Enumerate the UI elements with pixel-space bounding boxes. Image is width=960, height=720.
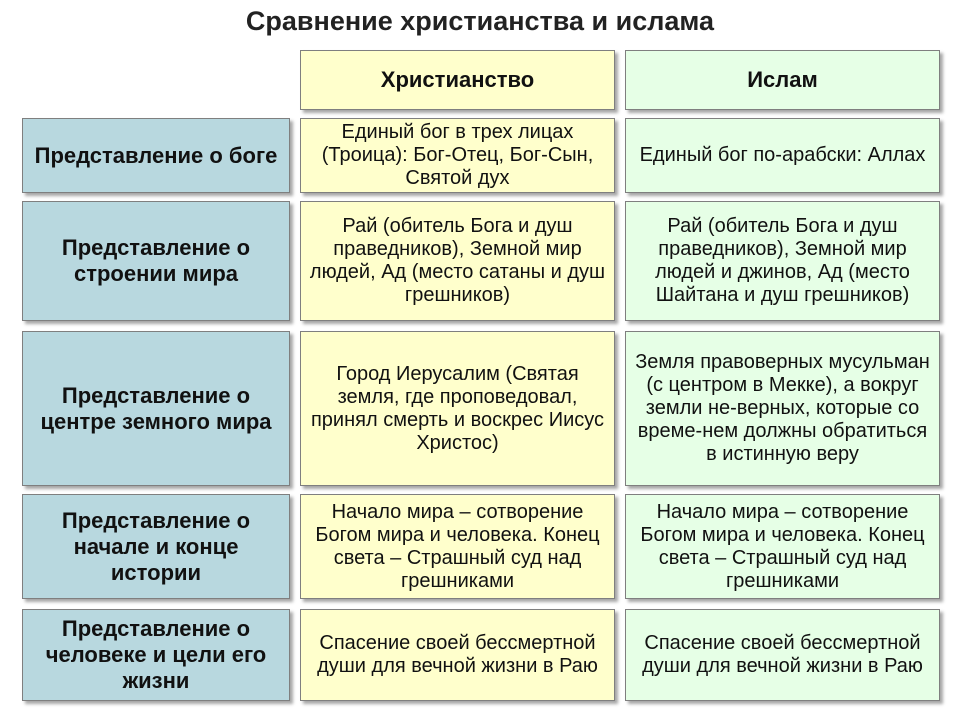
islam-cell-god: [625, 118, 940, 193]
islam-cell-world-center-text: Земля правоверных мусульман (с центром в Мекке), а вокруг земли не-верных, которые со време-нем должны обратиться в истинную веру: [635, 351, 930, 465]
christianity-cell-god-text: Единый бог в трех лицах (Троица): Бог-Отец, Бог-Сын, Святой дух: [321, 121, 594, 189]
islam-cell-history-text: Начало мира – сотворение Богом мира и человека. Конец света – Страшный суд над грешниками: [640, 500, 925, 592]
column-header-christianity-text: Христианство: [380, 67, 535, 92]
christianity-cell-world-center-text: Город Иерусалим (Святая земля, где проповедовал, принял смерть и воскрес Иисус Христос): [310, 362, 605, 454]
page-title: Сравнение христианства и ислама: [245, 6, 715, 36]
christianity-cell-history-text: Начало мира – сотворение Богом мира и человека. Конец света – Страшный суд над грешниками: [315, 500, 600, 592]
row-label-human-purpose: [22, 609, 290, 701]
row-label-history-text: Представление о начале и конце истории: [61, 507, 251, 585]
row-label-world-center-text: Представление о центре земного мира: [40, 382, 272, 434]
islam-cell-history: [625, 494, 940, 599]
row-label-god-text: Представление о боге: [34, 142, 278, 168]
islam-cell-world-structure-text: Рай (обитель Бога и душ праведников), Земной мир людей и джинов, Ад (место Шайтана и душ грешников): [655, 215, 910, 306]
column-header-islam: [625, 50, 940, 110]
islam-cell-god-text: Единый бог по-арабски: Аллах: [639, 144, 926, 166]
row-label-history: [22, 494, 290, 599]
column-header-islam-text: Ислам: [747, 67, 818, 92]
christianity-cell-god: [300, 118, 615, 193]
row-label-world-structure: [22, 201, 290, 321]
christianity-cell-world-structure: [300, 201, 615, 321]
row-label-god: [22, 118, 290, 193]
islam-cell-world-structure: [625, 201, 940, 321]
row-label-human-purpose-text: Представление о человеке и цели его жизни: [45, 616, 267, 693]
islam-cell-world-center: [625, 331, 940, 486]
christianity-cell-human-purpose: [300, 609, 615, 701]
column-header-christianity: [300, 50, 615, 110]
islam-cell-human-purpose-text: Спасение своей бессмертной души для вечной жизни в Раю: [642, 632, 923, 677]
row-label-world-structure-text: Представление о строении мира: [61, 235, 251, 286]
christianity-cell-human-purpose-text: Спасение своей бессмертной души для вечной жизни в Раю: [317, 632, 598, 677]
christianity-cell-world-structure-text: Рай (обитель Бога и душ праведников), Земной мир людей, Ад (место сатаны и душ грешников): [309, 215, 606, 306]
row-label-world-center: [22, 331, 290, 486]
christianity-cell-world-center: [300, 331, 615, 486]
islam-cell-human-purpose: [625, 609, 940, 701]
christianity-cell-history: [300, 494, 615, 599]
